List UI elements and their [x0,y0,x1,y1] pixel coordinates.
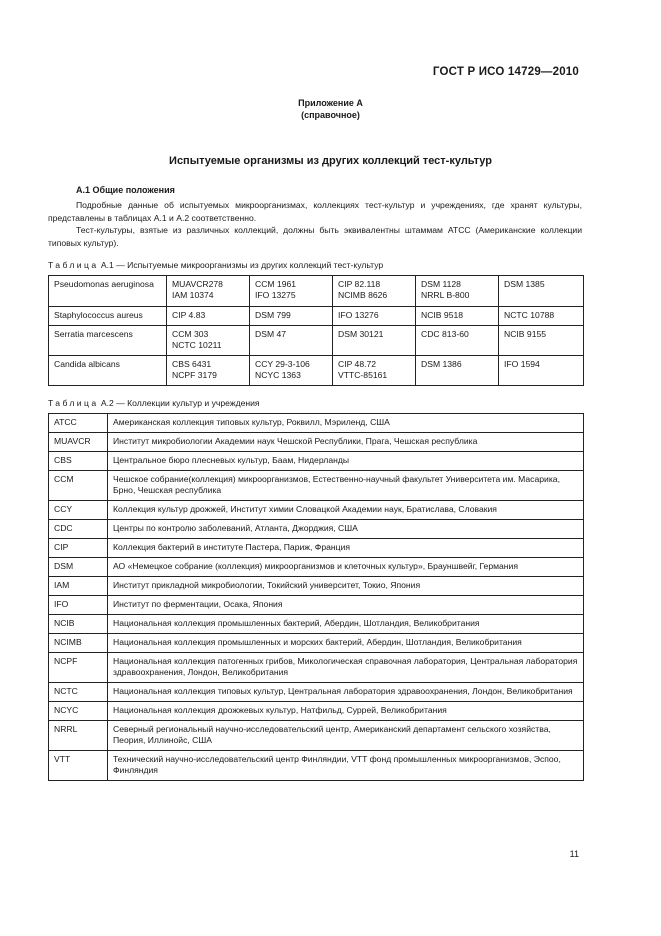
strain-cell [499,356,584,386]
collection-code: IFO [49,596,108,615]
table-row [49,558,584,577]
collection-code: DSM [49,558,108,577]
strain-cell [250,326,333,356]
strain-cell [333,326,416,356]
collection-code: CBS [49,452,108,471]
strain-id: NCIB 9518 [421,310,464,320]
strain-id: IAM 10374 [172,290,214,300]
strain-id: CCY 29-3-106 [255,359,310,369]
table-row [49,702,584,721]
collection-code: NCIB [49,615,108,634]
table-row [49,634,584,653]
table-row [49,653,584,683]
collection-description: Институт прикладной микробиологии, Токийский университет, Токио, Япония [108,577,584,596]
table-row [49,452,584,471]
table-row [49,539,584,558]
organism-cell: Serratia marcescens [49,326,167,356]
collection-code: VTT [49,751,108,781]
appendix-title: Приложение А [298,98,363,108]
strain-cell [167,307,250,326]
strain-id: CCM 303 [172,329,209,339]
strain-id: DSM 47 [255,329,287,339]
collection-code: MUAVCR [49,433,108,452]
strain-id: CIP 4.83 [172,310,206,320]
paragraph: Подробные данные об испытуемых микроорганизмах, коллекциях тест-культур и учреждениях, где хранят культуры, представлены в таблицах А.1 и А.2 соответственно. [48,200,582,223]
collection-code: CCY [49,501,108,520]
table-row [49,721,584,751]
strain-cell [167,326,250,356]
strain-id: CCM 1961 [255,279,297,289]
table1-caption-text: А.1 — Испытуемые микроорганизмы из других коллекций тест-культур [98,260,384,270]
organisms-table [48,275,584,386]
strain-id: DSM 1386 [421,359,462,369]
appendix-subtitle: (справочное) [301,110,360,120]
table-row [49,356,584,386]
strain-cell [416,307,499,326]
strain-cell [250,307,333,326]
strain-id: NCIB 9155 [504,329,547,339]
table1-caption-prefix: Таблица [48,260,99,270]
strain-cell [250,356,333,386]
collection-code: CCM [49,471,108,501]
strain-id: MUAVCR278 [172,279,223,289]
table2-caption [48,398,260,408]
collection-code: NCTC [49,683,108,702]
table-row [49,414,584,433]
table-row [49,471,584,501]
appendix-heading [0,97,661,121]
strain-id: NCPF 3179 [172,370,217,380]
collection-description: Коллекция культур дрожжей, Институт химии Словацкой Академии наук, Братислава, Словакия [108,501,584,520]
collection-description: Национальная коллекция типовых культур, Центральная лаборатория здравоохранения, Лондон, Великобритания [108,683,584,702]
table-row [49,751,584,781]
strain-cell [250,276,333,307]
organism-cell: Candida albicans [49,356,167,386]
strain-id: CBS 6431 [172,359,212,369]
subsection-heading: А.1 Общие положения [76,185,175,195]
collection-description: Центральное бюро плесневых культур, Баам, Нидерланды [108,452,584,471]
strain-id: CIP 48.72 [338,359,377,369]
page-number: 11 [569,849,579,859]
collection-description: Институт микробиологии Академии наук Чешской Республики, Прага, Чешская республика [108,433,584,452]
table-row [49,577,584,596]
collection-description: Национальная коллекция промышленных и морских бактерий, Абердин, Шотландия, Великобритания [108,634,584,653]
table-row [49,615,584,634]
strain-cell [333,307,416,326]
collection-description: Институт по ферментации, Осака, Япония [108,596,584,615]
collection-description: Технический научно-исследовательский центр Финляндии, VTT фонд промышленных микроорганизмов, Эспоо, Финляндия [108,751,584,781]
strain-id: NCIMB 8626 [338,290,388,300]
collection-description: Национальная коллекция патогенных грибов, Микологическая справочная лаборатория, Центральная лаборатория здравоохранения, Лондон, Великобритания [108,653,584,683]
collection-code: NCIMB [49,634,108,653]
collection-description: Чешское собрание(коллекция) микроорганизмов, Естественно-научный факультет Университета им. Масарика, Брно, Чешская республика [108,471,584,501]
collection-code: NRRL [49,721,108,751]
collection-description: Коллекция бактерий в институте Пастера, Париж, Франция [108,539,584,558]
table-row [49,307,584,326]
strain-cell [499,307,584,326]
strain-cell [416,276,499,307]
strain-cell [167,276,250,307]
strain-id: DSM 799 [255,310,291,320]
section-title: Испытуемые организмы из других коллекций тест-культур [169,155,492,167]
collections-table [48,413,584,781]
strain-id: VTTC-85161 [338,370,388,380]
collection-description: Северный региональный научно-исследовательский центр, Американский департамент сельского хозяйства, Пеория, Иллинойс, США [108,721,584,751]
strain-cell [499,276,584,307]
strain-id: NCTC 10211 [172,340,222,350]
strain-id: IFO 1594 [504,359,540,369]
strain-id: IFO 13275 [255,290,296,300]
table-row [49,683,584,702]
strain-id: CIP 82.118 [338,279,381,289]
table-row [49,276,584,307]
strain-cell [167,356,250,386]
collection-description: Национальная коллекция промышленных бактерий, Абердин, Шотландия, Великобритания [108,615,584,634]
collection-code: IAM [49,577,108,596]
table-row [49,433,584,452]
paragraph: Тест-культуры, взятые из различных коллекций, должны быть эквивалентны штаммам АТСС (Американские коллекции типовых культур). [48,225,582,248]
collection-description: АО «Немецкое собрание (коллекция) микроорганизмов и клеточных культур», Брауншвейг, Германия [108,558,584,577]
strain-cell [416,326,499,356]
strain-id: IFO 13276 [338,310,379,320]
strain-cell [333,276,416,307]
table-row [49,326,584,356]
strain-id: CDC 813-60 [421,329,469,339]
strain-cell [416,356,499,386]
strain-id: DSM 30121 [338,329,384,339]
collection-description: Центры по контролю заболеваний, Атланта, Джорджия, США [108,520,584,539]
strain-id: NCTC 10788 [504,310,555,320]
table-row [49,596,584,615]
strain-cell [499,326,584,356]
organism-cell: Pseudomonas aeruginosa [49,276,167,307]
collection-code: NCYC [49,702,108,721]
strain-id: NCYC 1363 [255,370,301,380]
organism-cell: Staphylococcus aureus [49,307,167,326]
table2-caption-prefix: Таблица [48,398,99,408]
table-row [49,501,584,520]
collection-code: ATCC [49,414,108,433]
collection-description: Американская коллекция типовых культур, Роквилл, Мэриленд, США [108,414,584,433]
strain-cell [333,356,416,386]
collection-code: CDC [49,520,108,539]
collection-code: NCPF [49,653,108,683]
collection-description: Национальная коллекция дрожжевых культур, Натфильд, Суррей, Великобритания [108,702,584,721]
strain-id: DSM 1128 [421,279,461,289]
strain-id: DSM 1385 [504,279,545,289]
table2-caption-text: А.2 — Коллекции культур и учреждения [98,398,260,408]
standard-code: ГОСТ Р ИСО 14729—2010 [432,66,579,78]
strain-id: NRRL B-800 [421,290,470,300]
table1-caption [48,260,383,270]
table-row [49,520,584,539]
collection-code: CIP [49,539,108,558]
